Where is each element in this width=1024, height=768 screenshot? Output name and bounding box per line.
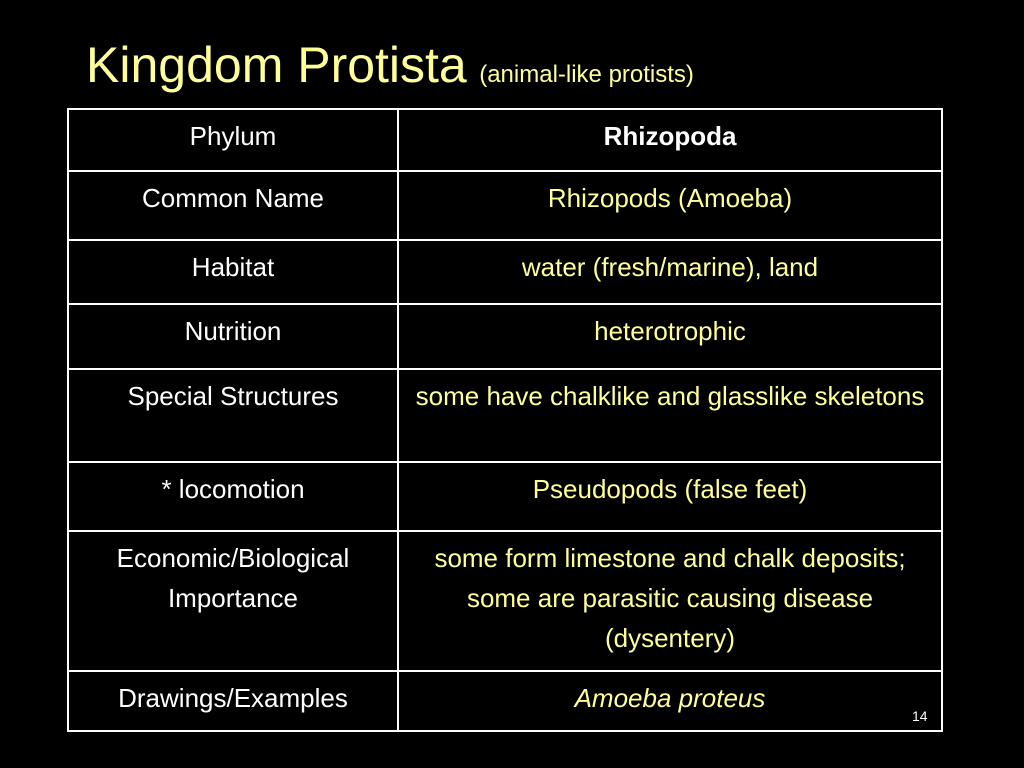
row-value: Amoeba proteus [398,671,942,731]
slide-number: 14 [912,708,928,724]
row-label: * locomotion [68,462,398,531]
table-row [68,671,942,731]
row-value: heterotrophic [398,304,942,369]
table-row [68,462,942,531]
row-value: some form limestone and chalk deposits; some are parasitic causing disease (dysentery) [398,531,942,671]
table-row [68,369,942,462]
title-main: Kingdom Protista [86,37,467,93]
row-label: Economic/Biological Importance [68,531,398,671]
row-label: Special Structures [68,369,398,462]
title-subtitle: (animal-like protists) [479,61,694,88]
row-label: Habitat [68,240,398,304]
table-row [68,304,942,369]
row-label: Nutrition [68,304,398,369]
table-row [68,531,942,671]
table-row [68,109,942,171]
phylum-table [67,108,943,732]
row-value: some have chalklike and glasslike skeletons [398,369,942,462]
slide-title [86,36,694,94]
row-label: Common Name [68,171,398,240]
row-label: Phylum [68,109,398,171]
table-row [68,240,942,304]
row-value: Rhizopods (Amoeba) [398,171,942,240]
row-value: water (fresh/marine), land [398,240,942,304]
row-label: Drawings/Examples [68,671,398,731]
row-value: Rhizopoda [398,109,942,171]
table-row [68,171,942,240]
row-value: Pseudopods (false feet) [398,462,942,531]
